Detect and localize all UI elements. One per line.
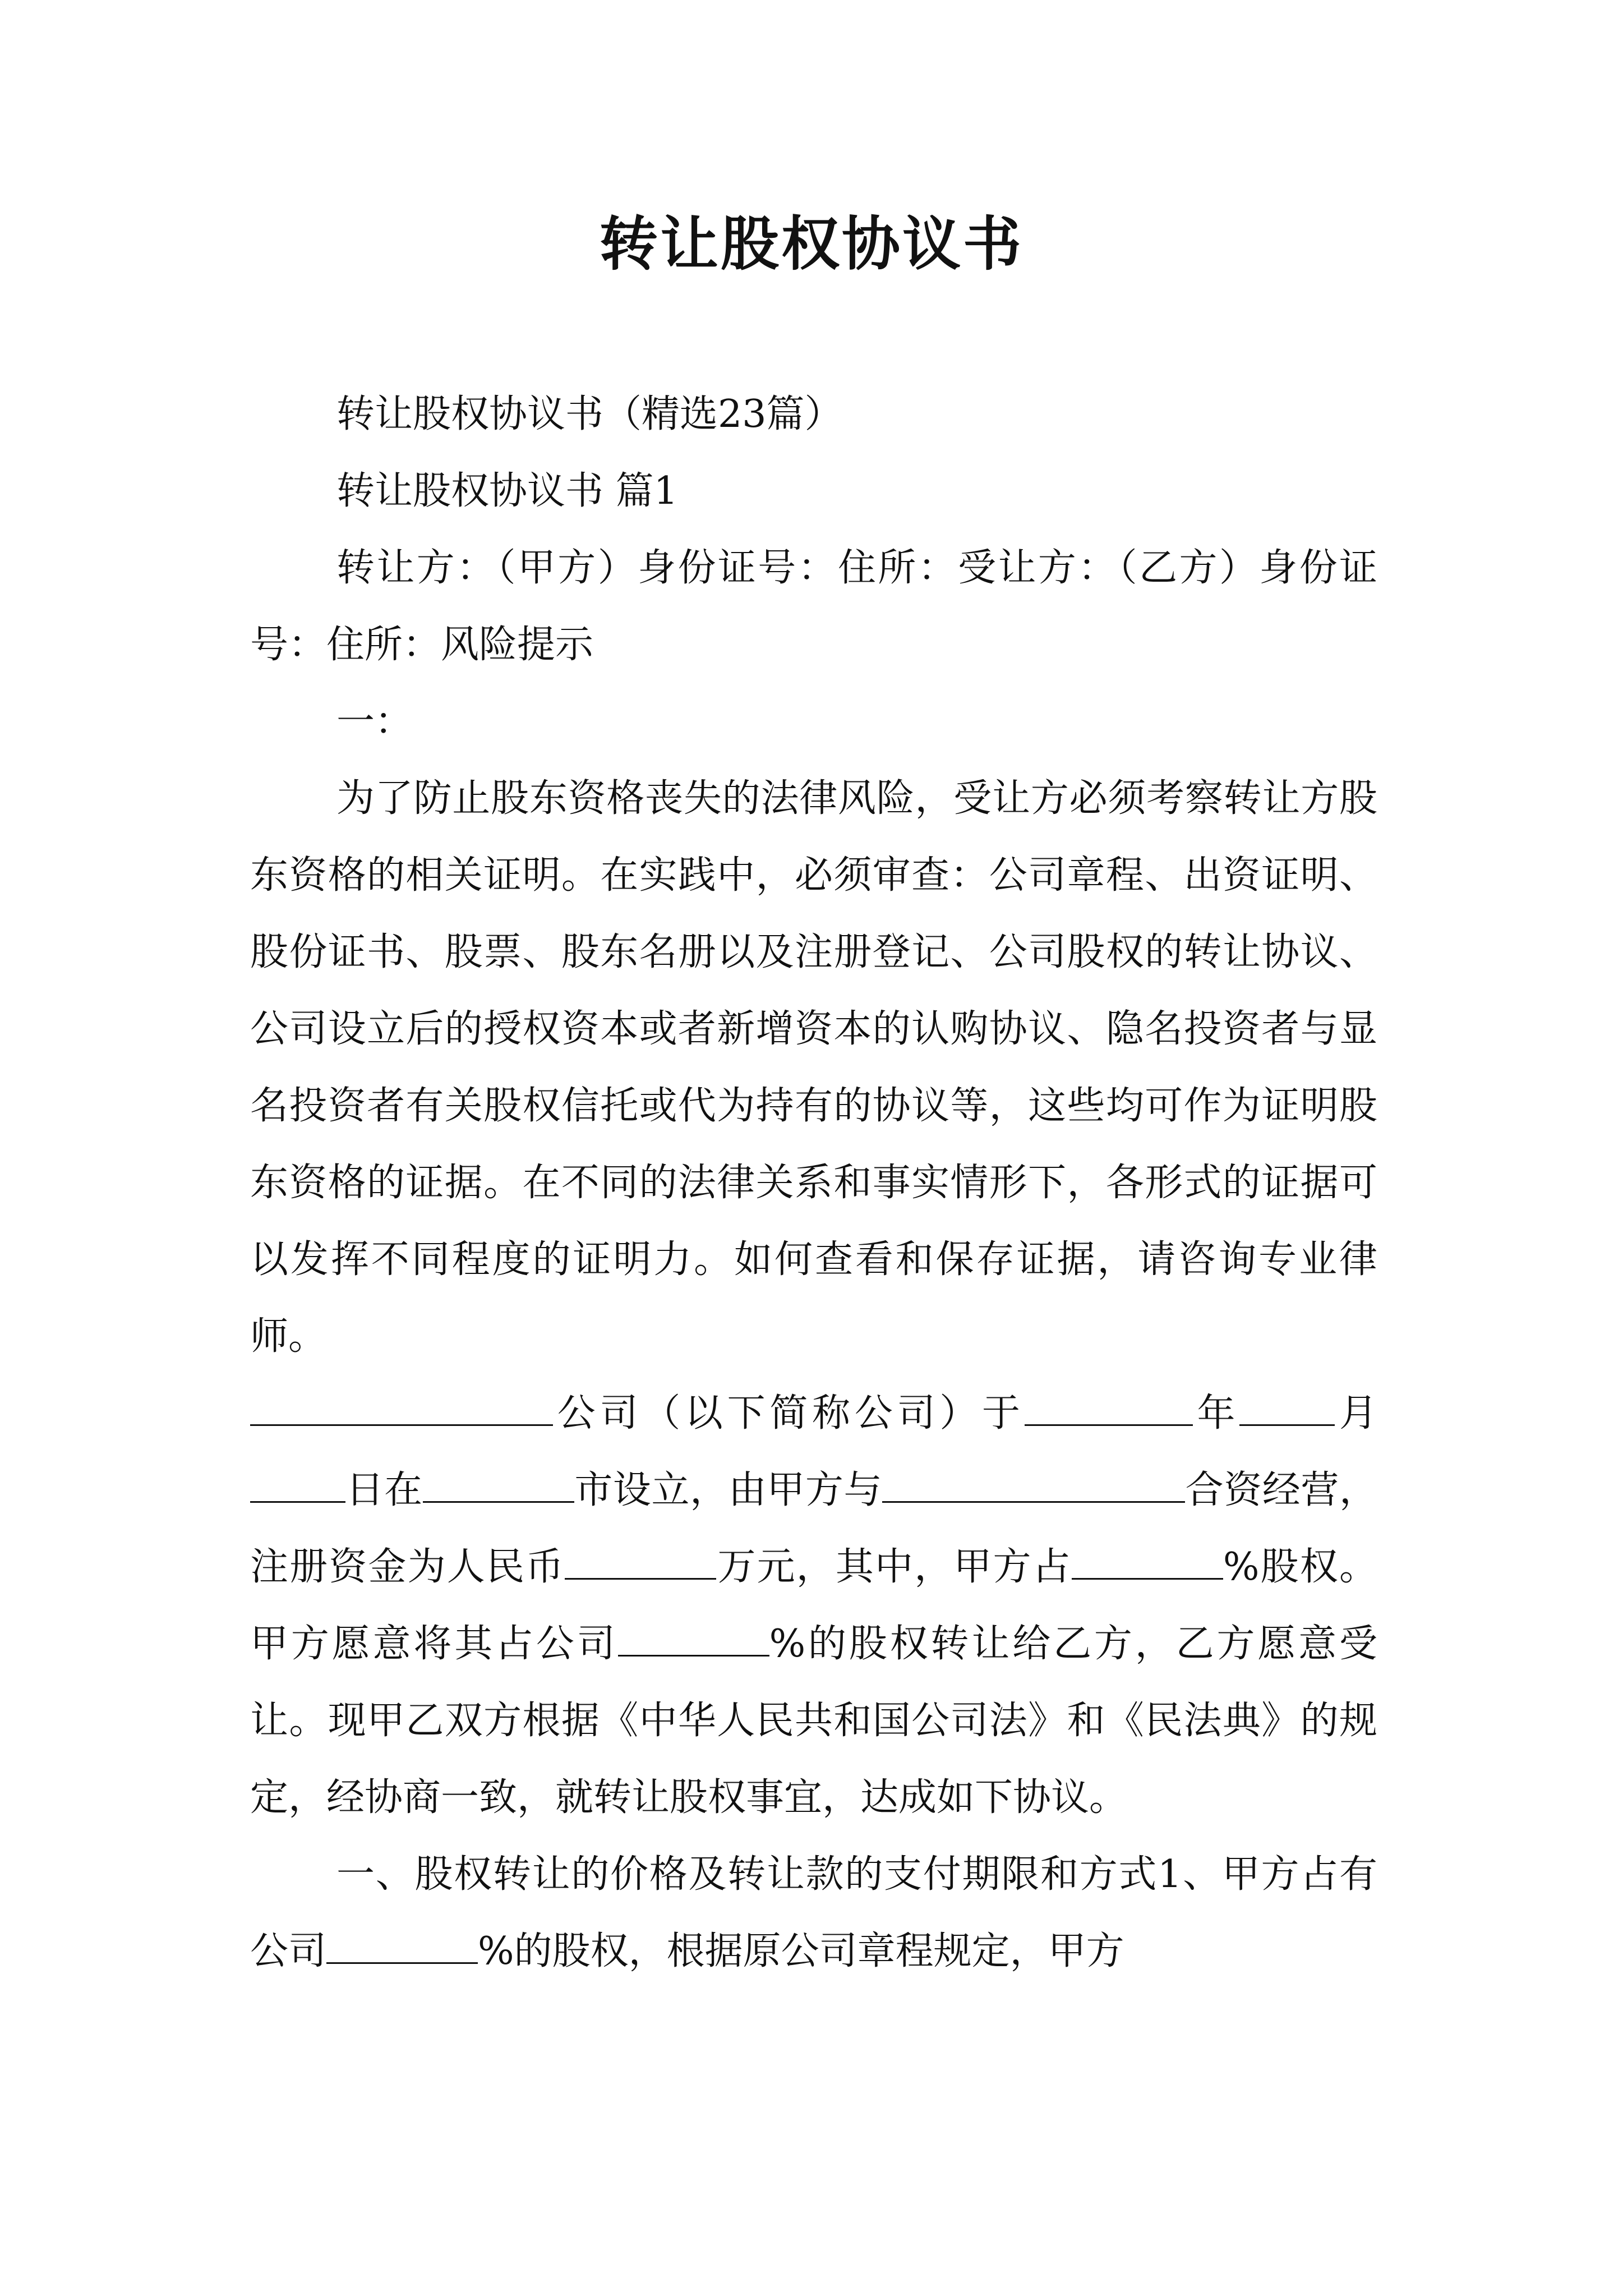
paragraph-item-one: 一： (336, 700, 413, 744)
paragraph-company-info (250, 1375, 1377, 1836)
text-segment: 年 (1192, 1391, 1240, 1435)
text-segment: %股权。甲方愿意将其占公司 (250, 1545, 1377, 1666)
text-segment: 日在 (345, 1468, 423, 1512)
blank-day (250, 1467, 345, 1503)
blank-city (423, 1467, 574, 1503)
document-title: 转让股权协议书 (599, 209, 1023, 278)
text-segment: %的股权，根据原公司章程规定，甲方 (478, 1929, 1124, 1973)
blank-share-percent (1072, 1544, 1223, 1580)
blank-company-name (250, 1391, 553, 1426)
paragraph-risk-notice: 为了防止股东资格丧失的法律风险，受让方必须考察转让方股东资格的相关证明。在实践中，必须审查：公司章程、出资证明、股份证书、股票、股东名册以及注册登记、公司股权的转让协议、公司设立后的授权资本或者新增资本的认购协议、隐名投资者与显名投资者有关股权信托或代为持有的协议等，这些均可作为证明股东资格的证据。在不同的法律关系和事实情形下，各形式的证据可以发挥不同程度的证明力。如何查看和保存证据，请咨询专业律师。 (250, 776, 1377, 1359)
blank-partner (882, 1467, 1185, 1503)
text-segment: 公司（以下简称公司）于 (553, 1391, 1025, 1435)
blank-month (1239, 1391, 1335, 1426)
paragraph-parties: 转让方：（甲方）身份证号：住所：受让方：（乙方）身份证号：住所：风险提示 (250, 546, 1377, 667)
text-segment: 市设立，由甲方与 (574, 1468, 883, 1512)
paragraph-section-heading: 转让股权协议书 篇1 (336, 469, 678, 513)
blank-capital (565, 1544, 716, 1580)
text-segment: 月 (1335, 1391, 1377, 1435)
text-segment: %的股权转让给乙方，乙方愿意受让。现甲乙双方根据《中华人民共和国公司法》和《民法典》的规定，经协商一致，就转让股权事宜，达成如下协议。 (250, 1622, 1377, 1820)
text-segment: 一、股权转让的价格及转让款的支付期限和方式1、甲方占有公司 (250, 1852, 1377, 1973)
blank-year (1025, 1391, 1193, 1426)
blank-held-percent (326, 1929, 478, 1964)
paragraph-price-terms (250, 1836, 1377, 1990)
paragraph-subtitle: 转让股权协议书（精选23篇） (336, 392, 843, 436)
text-segment: 万元，其中，甲方占 (716, 1545, 1072, 1589)
blank-transfer-percent (618, 1621, 769, 1657)
text-segment: 合资经营，注册资金为人民币 (250, 1468, 1377, 1589)
document-body (250, 376, 1377, 1990)
